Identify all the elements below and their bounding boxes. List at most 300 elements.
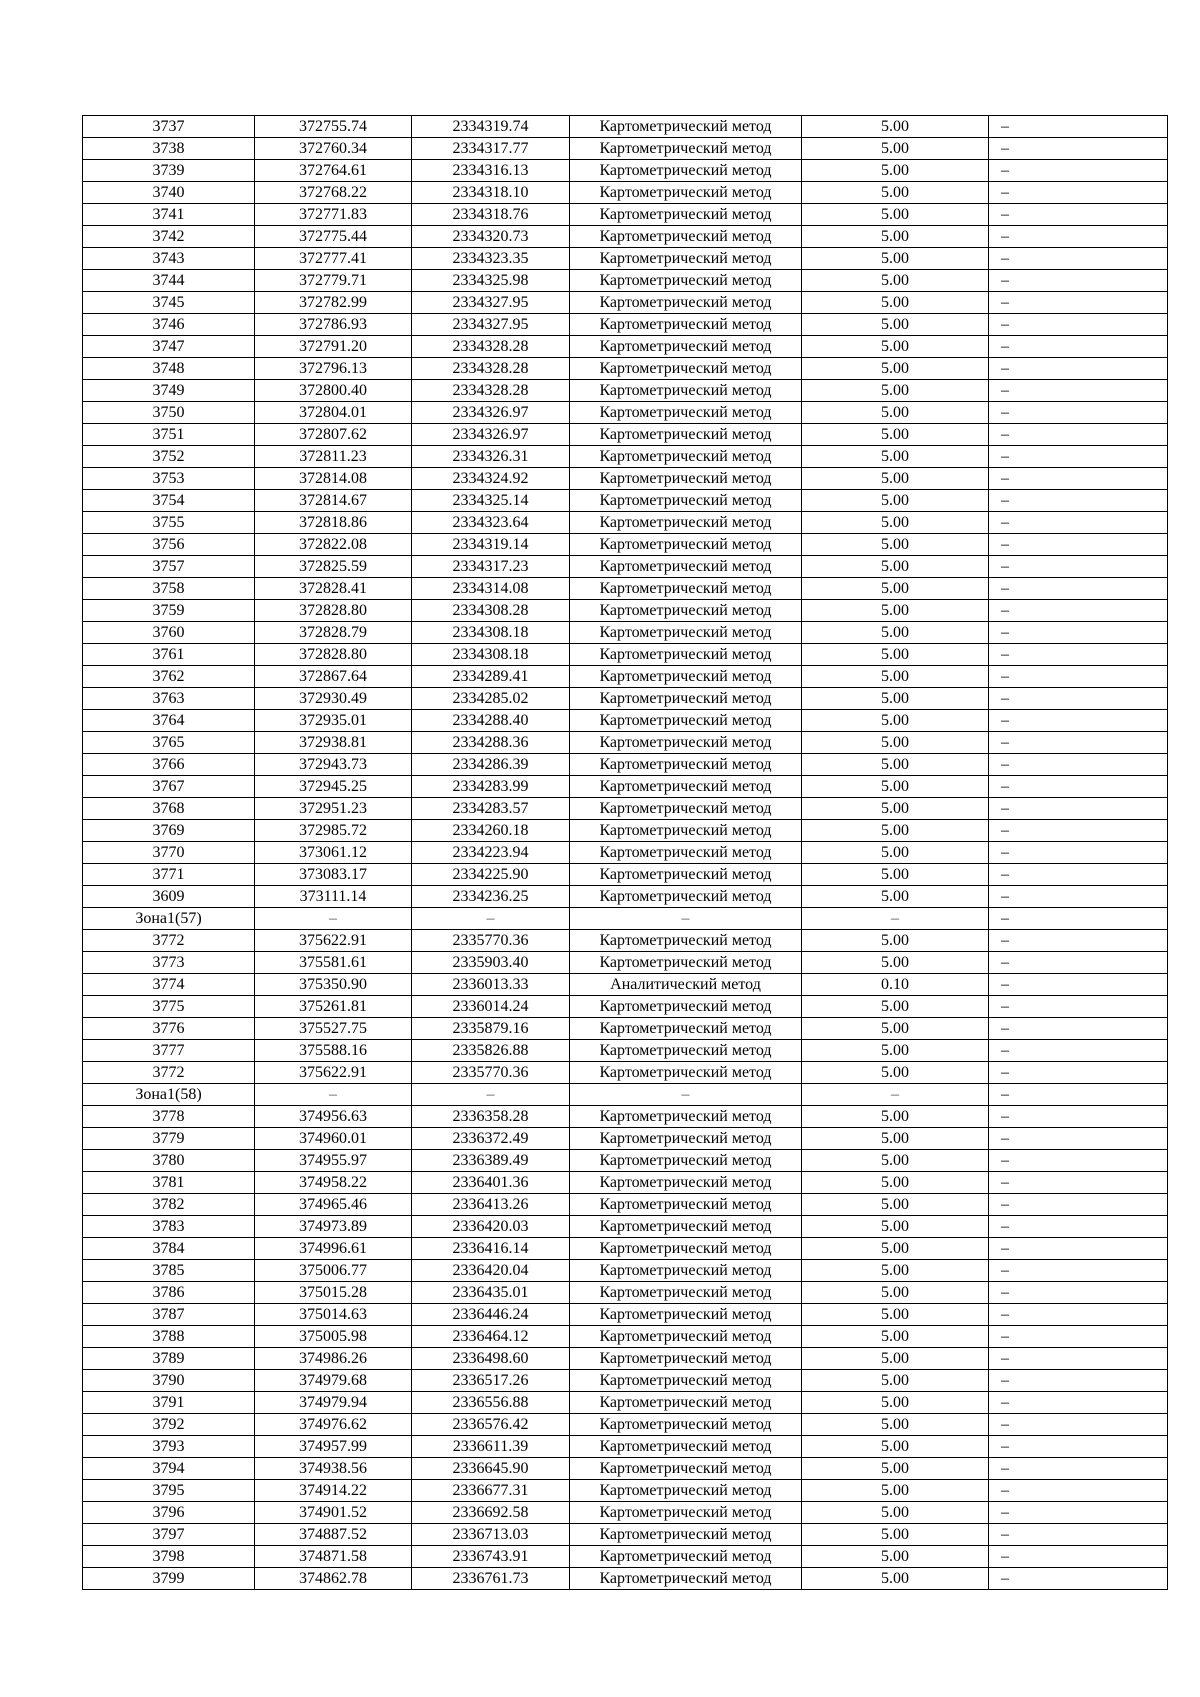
point-number-cell: 3796 (83, 1502, 255, 1524)
method-cell: Картометрический метод (570, 556, 802, 578)
y-coordinate-cell: 2334319.74 (412, 116, 570, 138)
y-coordinate-cell: 2336761.73 (412, 1568, 570, 1590)
point-number-cell: 3790 (83, 1370, 255, 1392)
point-number-cell: 3768 (83, 798, 255, 820)
method-cell: Картометрический метод (570, 930, 802, 952)
x-coordinate-cell: 374996.61 (255, 1238, 412, 1260)
method-cell: Картометрический метод (570, 666, 802, 688)
table-row (83, 754, 1168, 776)
point-number-cell: 3763 (83, 688, 255, 710)
method-cell: Картометрический метод (570, 820, 802, 842)
coordinates-table (82, 115, 1168, 1590)
note-cell: – (989, 1480, 1168, 1502)
method-cell: Картометрический метод (570, 578, 802, 600)
note-cell: – (989, 622, 1168, 644)
method-cell: Картометрический метод (570, 644, 802, 666)
note-cell: – (989, 1282, 1168, 1304)
accuracy-cell: 5.00 (802, 644, 989, 666)
point-number-cell: 3779 (83, 1128, 255, 1150)
accuracy-cell: 5.00 (802, 798, 989, 820)
table-row (83, 578, 1168, 600)
x-coordinate-cell: 372779.71 (255, 270, 412, 292)
y-coordinate-cell: – (412, 1084, 570, 1106)
method-cell: Картометрический метод (570, 1150, 802, 1172)
point-number-cell: 3780 (83, 1150, 255, 1172)
accuracy-cell: 5.00 (802, 1480, 989, 1502)
x-coordinate-cell: 375581.61 (255, 952, 412, 974)
note-cell: – (989, 776, 1168, 798)
accuracy-cell: 5.00 (802, 182, 989, 204)
table-row (83, 930, 1168, 952)
accuracy-cell: 5.00 (802, 1106, 989, 1128)
method-cell: Картометрический метод (570, 1040, 802, 1062)
accuracy-cell: 5.00 (802, 996, 989, 1018)
accuracy-cell: 5.00 (802, 138, 989, 160)
table-row (83, 996, 1168, 1018)
note-cell: – (989, 710, 1168, 732)
note-cell: – (989, 380, 1168, 402)
accuracy-cell: 5.00 (802, 468, 989, 490)
point-number-cell: 3748 (83, 358, 255, 380)
note-cell: – (989, 1392, 1168, 1414)
x-coordinate-cell: 374960.01 (255, 1128, 412, 1150)
method-cell: Картометрический метод (570, 710, 802, 732)
method-cell: Картометрический метод (570, 754, 802, 776)
point-number-cell: Зона1(57) (83, 908, 255, 930)
accuracy-cell: 5.00 (802, 1502, 989, 1524)
point-number-cell: 3751 (83, 424, 255, 446)
note-cell: – (989, 1326, 1168, 1348)
x-coordinate-cell: 373061.12 (255, 842, 412, 864)
table-row (83, 358, 1168, 380)
x-coordinate-cell: 372943.73 (255, 754, 412, 776)
method-cell: – (570, 908, 802, 930)
x-coordinate-cell: 372800.40 (255, 380, 412, 402)
table-row (83, 512, 1168, 534)
y-coordinate-cell: 2334288.36 (412, 732, 570, 754)
method-cell: Картометрический метод (570, 1172, 802, 1194)
point-number-cell: 3793 (83, 1436, 255, 1458)
note-cell: – (989, 1370, 1168, 1392)
table-row (83, 534, 1168, 556)
x-coordinate-cell: 375006.77 (255, 1260, 412, 1282)
table-row (83, 1458, 1168, 1480)
accuracy-cell: 5.00 (802, 1326, 989, 1348)
table-row (83, 1348, 1168, 1370)
point-number-cell: 3788 (83, 1326, 255, 1348)
x-coordinate-cell: 372807.62 (255, 424, 412, 446)
y-coordinate-cell: 2336372.49 (412, 1128, 570, 1150)
y-coordinate-cell: 2334319.14 (412, 534, 570, 556)
table-row (83, 138, 1168, 160)
method-cell: Картометрический метод (570, 1304, 802, 1326)
x-coordinate-cell: 372938.81 (255, 732, 412, 754)
point-number-cell: 3745 (83, 292, 255, 314)
note-cell: – (989, 512, 1168, 534)
y-coordinate-cell: 2334289.41 (412, 666, 570, 688)
x-coordinate-cell: 372825.59 (255, 556, 412, 578)
y-coordinate-cell: 2334308.18 (412, 644, 570, 666)
table-row (83, 622, 1168, 644)
table-row (83, 424, 1168, 446)
y-coordinate-cell: 2336498.60 (412, 1348, 570, 1370)
point-number-cell: 3762 (83, 666, 255, 688)
y-coordinate-cell: 2336743.91 (412, 1546, 570, 1568)
note-cell: – (989, 754, 1168, 776)
x-coordinate-cell: 372791.20 (255, 336, 412, 358)
accuracy-cell: 5.00 (802, 512, 989, 534)
accuracy-cell: 5.00 (802, 1436, 989, 1458)
x-coordinate-cell: 374901.52 (255, 1502, 412, 1524)
y-coordinate-cell: 2334320.73 (412, 226, 570, 248)
table-row (83, 1084, 1168, 1106)
y-coordinate-cell: 2336014.24 (412, 996, 570, 1018)
note-cell: – (989, 1524, 1168, 1546)
y-coordinate-cell: 2336013.33 (412, 974, 570, 996)
note-cell: – (989, 644, 1168, 666)
method-cell: Картометрический метод (570, 446, 802, 468)
method-cell: Картометрический метод (570, 270, 802, 292)
point-number-cell: 3759 (83, 600, 255, 622)
y-coordinate-cell: 2334225.90 (412, 864, 570, 886)
y-coordinate-cell: 2336517.26 (412, 1370, 570, 1392)
y-coordinate-cell: 2336446.24 (412, 1304, 570, 1326)
accuracy-cell: 5.00 (802, 270, 989, 292)
point-number-cell: 3774 (83, 974, 255, 996)
note-cell: – (989, 1260, 1168, 1282)
x-coordinate-cell: 374958.22 (255, 1172, 412, 1194)
x-coordinate-cell: 372796.13 (255, 358, 412, 380)
y-coordinate-cell: 2334327.95 (412, 292, 570, 314)
table-row (83, 160, 1168, 182)
table-row (83, 688, 1168, 710)
note-cell: – (989, 534, 1168, 556)
method-cell: Картометрический метод (570, 248, 802, 270)
method-cell: Картометрический метод (570, 1392, 802, 1414)
note-cell: – (989, 160, 1168, 182)
accuracy-cell: 5.00 (802, 248, 989, 270)
point-number-cell: 3767 (83, 776, 255, 798)
note-cell: – (989, 204, 1168, 226)
method-cell: Картометрический метод (570, 1546, 802, 1568)
accuracy-cell: 5.00 (802, 160, 989, 182)
note-cell: – (989, 446, 1168, 468)
table-row (83, 1282, 1168, 1304)
accuracy-cell: 5.00 (802, 1546, 989, 1568)
table-row (83, 1370, 1168, 1392)
point-number-cell: 3785 (83, 1260, 255, 1282)
method-cell: Картометрический метод (570, 182, 802, 204)
table-row (83, 1392, 1168, 1414)
y-coordinate-cell: 2334324.92 (412, 468, 570, 490)
accuracy-cell: 5.00 (802, 292, 989, 314)
y-coordinate-cell: 2334326.97 (412, 402, 570, 424)
note-cell: – (989, 886, 1168, 908)
note-cell: – (989, 424, 1168, 446)
x-coordinate-cell: 375622.91 (255, 930, 412, 952)
note-cell: – (989, 1436, 1168, 1458)
y-coordinate-cell: 2334314.08 (412, 578, 570, 600)
table-row (83, 1480, 1168, 1502)
note-cell: – (989, 1084, 1168, 1106)
y-coordinate-cell: 2336556.88 (412, 1392, 570, 1414)
y-coordinate-cell: 2334325.14 (412, 490, 570, 512)
table-row (83, 952, 1168, 974)
x-coordinate-cell: 375527.75 (255, 1018, 412, 1040)
x-coordinate-cell: 372804.01 (255, 402, 412, 424)
note-cell: – (989, 842, 1168, 864)
note-cell: – (989, 732, 1168, 754)
x-coordinate-cell: 372867.64 (255, 666, 412, 688)
note-cell: – (989, 600, 1168, 622)
accuracy-cell: 5.00 (802, 1216, 989, 1238)
y-coordinate-cell: 2334323.35 (412, 248, 570, 270)
accuracy-cell: 5.00 (802, 1304, 989, 1326)
table-row (83, 314, 1168, 336)
table-row (83, 1106, 1168, 1128)
x-coordinate-cell: 374862.78 (255, 1568, 412, 1590)
x-coordinate-cell: 372786.93 (255, 314, 412, 336)
table-row (83, 336, 1168, 358)
method-cell: Картометрический метод (570, 1502, 802, 1524)
accuracy-cell: 5.00 (802, 732, 989, 754)
note-cell: – (989, 1216, 1168, 1238)
point-number-cell: 3749 (83, 380, 255, 402)
table-row (83, 776, 1168, 798)
accuracy-cell: 5.00 (802, 1524, 989, 1546)
y-coordinate-cell: 2334328.28 (412, 336, 570, 358)
y-coordinate-cell: 2334288.40 (412, 710, 570, 732)
table-row (83, 1524, 1168, 1546)
y-coordinate-cell: 2334308.28 (412, 600, 570, 622)
x-coordinate-cell: 372782.99 (255, 292, 412, 314)
table-row (83, 1040, 1168, 1062)
y-coordinate-cell: 2334317.23 (412, 556, 570, 578)
table-row (83, 1150, 1168, 1172)
table-row (83, 1414, 1168, 1436)
y-coordinate-cell: 2335826.88 (412, 1040, 570, 1062)
y-coordinate-cell: 2334328.28 (412, 380, 570, 402)
accuracy-cell: 5.00 (802, 776, 989, 798)
method-cell: Картометрический метод (570, 1348, 802, 1370)
note-cell: – (989, 1172, 1168, 1194)
x-coordinate-cell: 372985.72 (255, 820, 412, 842)
y-coordinate-cell: 2334316.13 (412, 160, 570, 182)
accuracy-cell: 5.00 (802, 622, 989, 644)
method-cell: Картометрический метод (570, 116, 802, 138)
method-cell: Картометрический метод (570, 996, 802, 1018)
y-coordinate-cell: 2336435.01 (412, 1282, 570, 1304)
method-cell: Картометрический метод (570, 314, 802, 336)
table-row (83, 1062, 1168, 1084)
y-coordinate-cell: 2334283.57 (412, 798, 570, 820)
note-cell: – (989, 270, 1168, 292)
point-number-cell: 3741 (83, 204, 255, 226)
note-cell: – (989, 358, 1168, 380)
y-coordinate-cell: 2336464.12 (412, 1326, 570, 1348)
x-coordinate-cell: 374979.68 (255, 1370, 412, 1392)
accuracy-cell: 5.00 (802, 1568, 989, 1590)
accuracy-cell: 5.00 (802, 952, 989, 974)
x-coordinate-cell: 374986.26 (255, 1348, 412, 1370)
note-cell: – (989, 468, 1168, 490)
table-row (83, 600, 1168, 622)
y-coordinate-cell: 2336692.58 (412, 1502, 570, 1524)
point-number-cell: 3755 (83, 512, 255, 534)
y-coordinate-cell: 2336576.42 (412, 1414, 570, 1436)
point-number-cell: 3737 (83, 116, 255, 138)
x-coordinate-cell: 375005.98 (255, 1326, 412, 1348)
table-row (83, 710, 1168, 732)
point-number-cell: 3773 (83, 952, 255, 974)
note-cell: – (989, 226, 1168, 248)
accuracy-cell: 5.00 (802, 1172, 989, 1194)
method-cell: Картометрический метод (570, 1414, 802, 1436)
note-cell: – (989, 116, 1168, 138)
table-row (83, 116, 1168, 138)
method-cell: Картометрический метод (570, 1238, 802, 1260)
point-number-cell: 3760 (83, 622, 255, 644)
y-coordinate-cell: 2336645.90 (412, 1458, 570, 1480)
y-coordinate-cell: – (412, 908, 570, 930)
method-cell: Картометрический метод (570, 886, 802, 908)
x-coordinate-cell: 372828.80 (255, 644, 412, 666)
accuracy-cell: 5.00 (802, 842, 989, 864)
table-row (83, 908, 1168, 930)
y-coordinate-cell: 2334326.31 (412, 446, 570, 468)
x-coordinate-cell: 372945.25 (255, 776, 412, 798)
point-number-cell: 3792 (83, 1414, 255, 1436)
accuracy-cell: 5.00 (802, 556, 989, 578)
point-number-cell: 3771 (83, 864, 255, 886)
accuracy-cell: – (802, 1084, 989, 1106)
accuracy-cell: 5.00 (802, 226, 989, 248)
y-coordinate-cell: 2336413.26 (412, 1194, 570, 1216)
method-cell: Картометрический метод (570, 1480, 802, 1502)
table-row (83, 1568, 1168, 1590)
x-coordinate-cell: 372814.67 (255, 490, 412, 512)
x-coordinate-cell: 375014.63 (255, 1304, 412, 1326)
accuracy-cell: 5.00 (802, 1282, 989, 1304)
y-coordinate-cell: 2334318.10 (412, 182, 570, 204)
y-coordinate-cell: 2334327.95 (412, 314, 570, 336)
note-cell: – (989, 1150, 1168, 1172)
accuracy-cell: 5.00 (802, 688, 989, 710)
table-row (83, 402, 1168, 424)
point-number-cell: 3753 (83, 468, 255, 490)
accuracy-cell: 5.00 (802, 1238, 989, 1260)
note-cell: – (989, 182, 1168, 204)
x-coordinate-cell: 374957.99 (255, 1436, 412, 1458)
x-coordinate-cell: 374956.63 (255, 1106, 412, 1128)
point-number-cell: 3794 (83, 1458, 255, 1480)
x-coordinate-cell: 372828.79 (255, 622, 412, 644)
y-coordinate-cell: 2334323.64 (412, 512, 570, 534)
note-cell: – (989, 1348, 1168, 1370)
note-cell: – (989, 820, 1168, 842)
table-row (83, 1128, 1168, 1150)
method-cell: Картометрический метод (570, 622, 802, 644)
table-row (83, 182, 1168, 204)
x-coordinate-cell: 374979.94 (255, 1392, 412, 1414)
method-cell: Картометрический метод (570, 1458, 802, 1480)
y-coordinate-cell: 2334328.28 (412, 358, 570, 380)
x-coordinate-cell: 372760.34 (255, 138, 412, 160)
method-cell: Картометрический метод (570, 1568, 802, 1590)
note-cell: – (989, 864, 1168, 886)
x-coordinate-cell: 372777.41 (255, 248, 412, 270)
note-cell: – (989, 1040, 1168, 1062)
x-coordinate-cell: 372828.80 (255, 600, 412, 622)
accuracy-cell: 0.10 (802, 974, 989, 996)
x-coordinate-cell: 372814.08 (255, 468, 412, 490)
accuracy-cell: 5.00 (802, 886, 989, 908)
y-coordinate-cell: 2335770.36 (412, 930, 570, 952)
x-coordinate-cell: 374955.97 (255, 1150, 412, 1172)
x-coordinate-cell: – (255, 1084, 412, 1106)
accuracy-cell: 5.00 (802, 1040, 989, 1062)
table-row (83, 1216, 1168, 1238)
table-row (83, 1304, 1168, 1326)
accuracy-cell: 5.00 (802, 314, 989, 336)
table-row (83, 1194, 1168, 1216)
accuracy-cell: 5.00 (802, 490, 989, 512)
note-cell: – (989, 1194, 1168, 1216)
table-row (83, 666, 1168, 688)
method-cell: Картометрический метод (570, 864, 802, 886)
accuracy-cell: 5.00 (802, 710, 989, 732)
y-coordinate-cell: 2334317.77 (412, 138, 570, 160)
y-coordinate-cell: 2334260.18 (412, 820, 570, 842)
x-coordinate-cell: 372771.83 (255, 204, 412, 226)
point-number-cell: 3764 (83, 710, 255, 732)
point-number-cell: 3776 (83, 1018, 255, 1040)
point-number-cell: 3797 (83, 1524, 255, 1546)
point-number-cell: 3783 (83, 1216, 255, 1238)
method-cell: Картометрический метод (570, 1282, 802, 1304)
y-coordinate-cell: 2334325.98 (412, 270, 570, 292)
method-cell: Картометрический метод (570, 204, 802, 226)
accuracy-cell: 5.00 (802, 1062, 989, 1084)
accuracy-cell: 5.00 (802, 864, 989, 886)
point-number-cell: 3775 (83, 996, 255, 1018)
accuracy-cell: 5.00 (802, 1194, 989, 1216)
point-number-cell: 3787 (83, 1304, 255, 1326)
note-cell: – (989, 336, 1168, 358)
note-cell: – (989, 1568, 1168, 1590)
y-coordinate-cell: 2336389.49 (412, 1150, 570, 1172)
accuracy-cell: 5.00 (802, 116, 989, 138)
accuracy-cell: 5.00 (802, 754, 989, 776)
accuracy-cell: 5.00 (802, 534, 989, 556)
method-cell: Картометрический метод (570, 1062, 802, 1084)
method-cell: Картометрический метод (570, 1370, 802, 1392)
accuracy-cell: 5.00 (802, 578, 989, 600)
accuracy-cell: 5.00 (802, 1370, 989, 1392)
table-row (83, 292, 1168, 314)
table-row (83, 974, 1168, 996)
point-number-cell: 3772 (83, 930, 255, 952)
note-cell: – (989, 974, 1168, 996)
point-number-cell: 3766 (83, 754, 255, 776)
accuracy-cell: 5.00 (802, 336, 989, 358)
note-cell: – (989, 248, 1168, 270)
method-cell: Картометрический метод (570, 798, 802, 820)
table-row (83, 886, 1168, 908)
note-cell: – (989, 490, 1168, 512)
x-coordinate-cell: 373083.17 (255, 864, 412, 886)
point-number-cell: 3770 (83, 842, 255, 864)
